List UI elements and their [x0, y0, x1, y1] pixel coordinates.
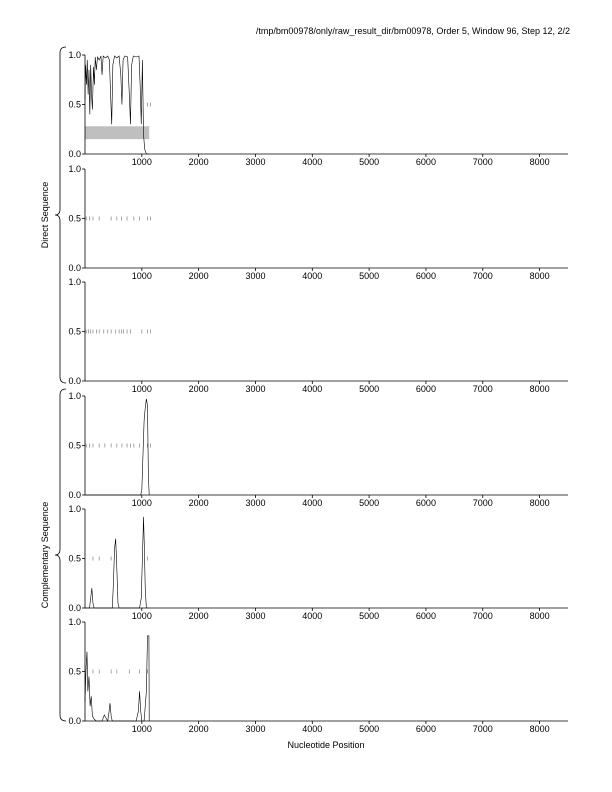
x-tick-label: 6000	[415, 611, 436, 621]
group-brace	[55, 389, 66, 721]
panel-5	[68, 504, 568, 621]
group-1	[40, 47, 66, 383]
group-label: Direct Sequence	[40, 181, 50, 249]
group-brace	[55, 47, 66, 383]
x-tick-label: 8000	[529, 724, 550, 734]
y-tick-label: 0.0	[68, 263, 81, 273]
x-tick-label: 1000	[131, 611, 152, 621]
y-tick-label: 0.5	[68, 99, 81, 110]
x-tick-label: 4000	[302, 384, 323, 394]
x-tick-label: 3000	[245, 384, 266, 394]
x-tick-label: 5000	[359, 611, 380, 621]
panel-4	[68, 391, 568, 508]
panel-3	[68, 277, 568, 394]
x-tick-label: 1000	[131, 157, 152, 167]
x-tick-label: 7000	[472, 157, 493, 167]
y-tick-label: 1.0	[68, 164, 81, 174]
page-title: /tmp/bm00978/only/raw_result_dir/bm00978, Order 5, Window 96, Step 12, 2/2	[255, 26, 570, 36]
x-tick-label: 3000	[245, 271, 266, 281]
x-tick-label: 4000	[302, 724, 323, 734]
group-2	[40, 389, 66, 721]
y-tick-label: 0.0	[68, 376, 81, 386]
x-tick-label: 6000	[415, 157, 436, 167]
y-tick-label: 0.5	[68, 213, 81, 224]
x-tick-label: 2000	[188, 271, 209, 281]
group-labels-layer	[40, 47, 66, 721]
x-tick-label: 5000	[359, 384, 380, 394]
x-tick-label: 7000	[472, 498, 493, 508]
x-tick-label: 5000	[359, 157, 380, 167]
series-line	[85, 636, 149, 721]
x-tick-label: 2000	[188, 498, 209, 508]
y-tick-label: 0.5	[68, 666, 81, 677]
x-tick-label: 5000	[359, 271, 380, 281]
x-tick-label: 6000	[415, 724, 436, 734]
x-tick-label: 1000	[131, 271, 152, 281]
y-tick-label: 0.0	[68, 603, 81, 613]
x-tick-label: 4000	[302, 157, 323, 167]
x-tick-label: 1000	[131, 384, 152, 394]
x-tick-label: 4000	[302, 611, 323, 621]
x-tick-label: 5000	[359, 724, 380, 734]
x-tick-label: 6000	[415, 271, 436, 281]
x-tick-label: 8000	[529, 498, 550, 508]
group-label: Complementary Sequence	[40, 501, 50, 609]
x-tick-label: 4000	[302, 498, 323, 508]
y-tick-label: 1.0	[68, 391, 81, 401]
y-tick-label: 0.5	[68, 440, 81, 451]
x-tick-label: 6000	[415, 498, 436, 508]
x-tick-label: 1000	[131, 724, 152, 734]
x-tick-label: 7000	[472, 724, 493, 734]
y-tick-label: 1.0	[68, 50, 81, 60]
x-tick-label: 5000	[359, 498, 380, 508]
y-tick-label: 0.0	[68, 716, 81, 726]
series-line	[85, 517, 149, 608]
y-tick-label: 1.0	[68, 504, 81, 514]
highlight-band	[85, 126, 149, 139]
x-tick-label: 7000	[472, 271, 493, 281]
x-tick-label: 2000	[188, 384, 209, 394]
x-tick-label: 8000	[529, 611, 550, 621]
x-tick-label: 1000	[131, 498, 152, 508]
x-tick-label: 3000	[245, 724, 266, 734]
x-tick-label: 8000	[529, 384, 550, 394]
x-tick-label: 3000	[245, 498, 266, 508]
x-tick-label: 6000	[415, 384, 436, 394]
x-axis-label: Nucleotide Position	[287, 740, 365, 750]
x-tick-label: 3000	[245, 611, 266, 621]
y-tick-label: 0.0	[68, 490, 81, 500]
x-tick-label: 2000	[188, 611, 209, 621]
x-tick-label: 7000	[472, 384, 493, 394]
x-tick-label: 7000	[472, 611, 493, 621]
x-tick-label: 4000	[302, 271, 323, 281]
x-tick-label: 8000	[529, 271, 550, 281]
panel-6	[68, 617, 568, 734]
y-tick-label: 1.0	[68, 277, 81, 287]
panels-layer	[68, 50, 568, 734]
series-line	[85, 56, 149, 154]
x-tick-label: 3000	[245, 157, 266, 167]
x-tick-label: 8000	[529, 157, 550, 167]
x-tick-label: 2000	[188, 157, 209, 167]
panel-2	[68, 164, 568, 281]
x-tick-label: 2000	[188, 724, 209, 734]
y-tick-label: 0.5	[68, 326, 81, 337]
panel-1	[68, 50, 568, 167]
y-tick-label: 1.0	[68, 617, 81, 627]
y-tick-label: 0.5	[68, 553, 81, 564]
y-tick-label: 0.0	[68, 149, 81, 159]
